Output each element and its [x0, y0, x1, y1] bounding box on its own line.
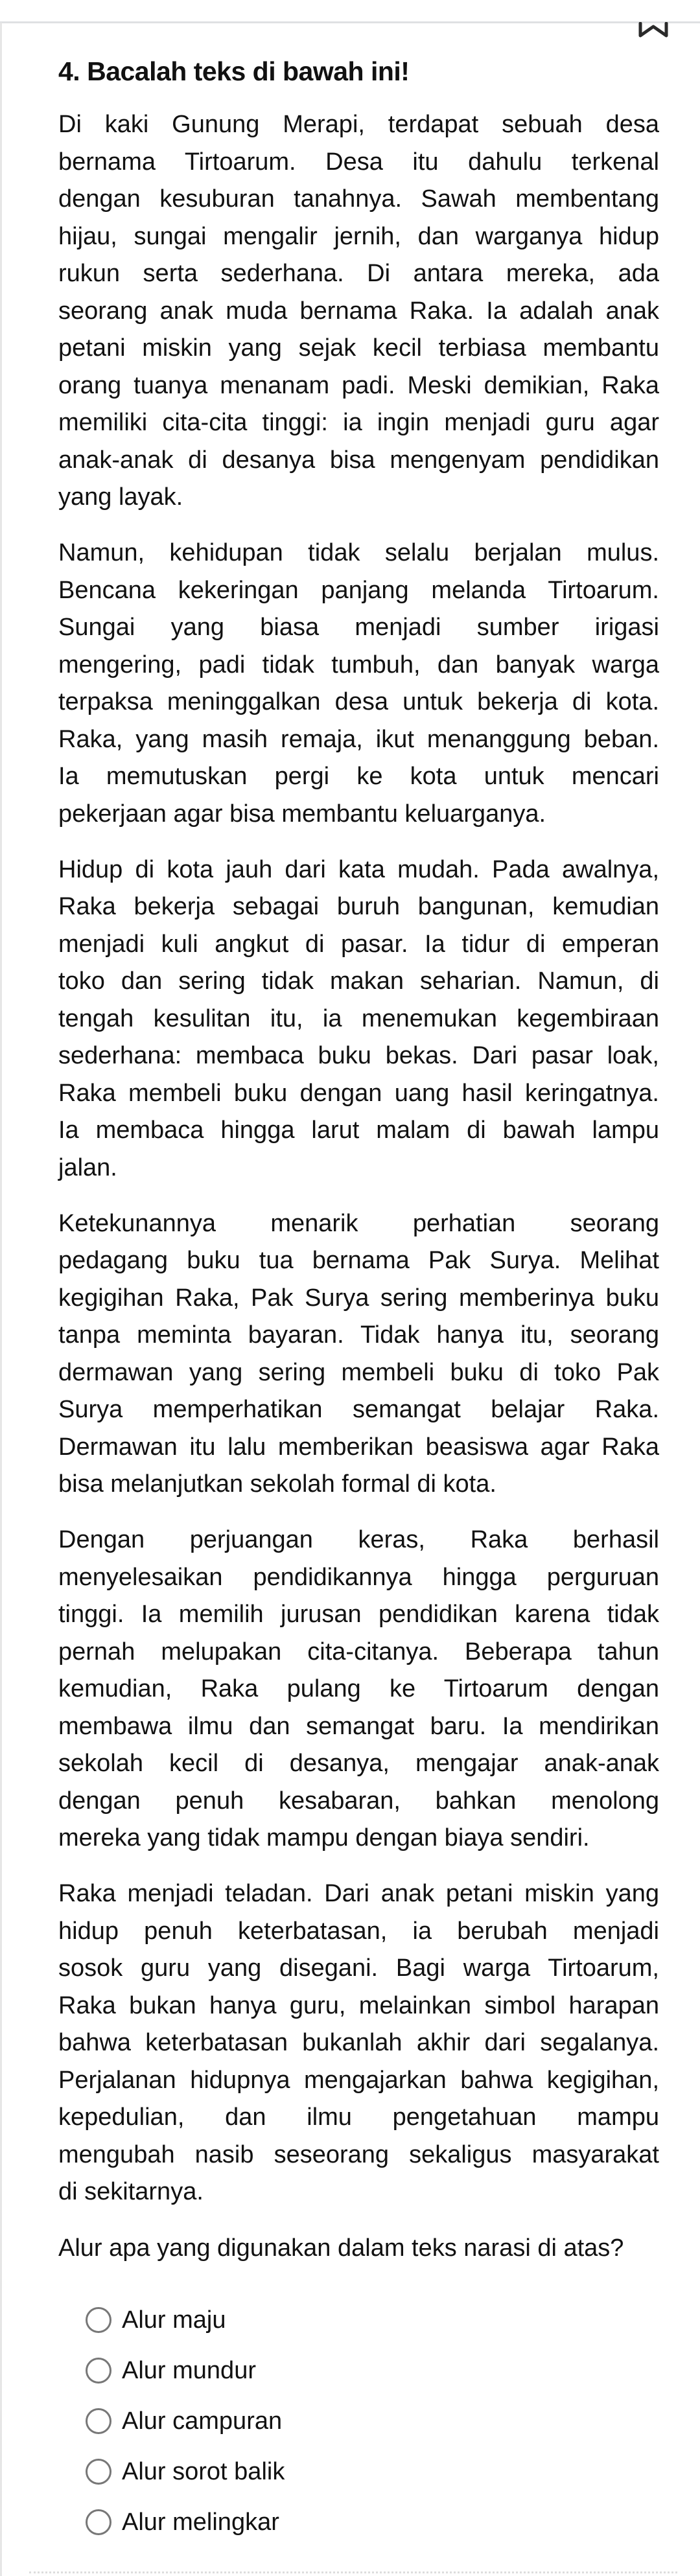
paragraph [58, 1522, 659, 1857]
text-line: orang tuanya menanam padi. Meski demikian, Raka [58, 371, 659, 399]
answer-option[interactable] [86, 2457, 285, 2486]
text-line: Dermawan itu lalu memberikan beasiswa agar Raka [58, 1433, 659, 1461]
text-line: mengering, padi tidak tumbuh, dan banyak warga [58, 651, 659, 679]
collapse-chevron-icon[interactable] [638, 22, 669, 39]
text-line: yang layak. [58, 483, 183, 511]
text-line: membawa ilmu dan semangat baru. Ia mendirikan [58, 1712, 659, 1740]
text-line: kepedulian, dan ilmu pengetahuan mampu [58, 2104, 659, 2131]
bottom-divider [29, 2571, 677, 2573]
answer-option[interactable] [86, 2508, 285, 2536]
text-line: pernah melupakan cita-citanya. Beberapa tahun [58, 1638, 659, 1665]
text-line: bernama Tirtoarum. Desa itu dahulu terkenal [58, 148, 659, 176]
text-line: bahwa keterbatasan bukanlah akhir dari segalanya. [58, 2029, 659, 2056]
text-line: Namun, kehidupan tidak selalu berjalan mulus. [58, 539, 659, 566]
text-line: mengubah nasib seseorang sekaligus masyarakat [58, 2141, 659, 2168]
text-line: sekolah kecil di desanya, mengajar anak-anak [58, 1750, 659, 1777]
text-line: di sekitarnya. [58, 2178, 204, 2205]
text-line: menjadi kuli angkut di pasar. Ia tidur di emperan [58, 930, 659, 958]
radio-button[interactable] [86, 2307, 111, 2333]
option-label[interactable]: Alur mundur [122, 2357, 256, 2384]
text-line: dengan penuh kesabaran, bahkan menolong [58, 1787, 659, 1815]
answer-option[interactable] [86, 2306, 285, 2334]
answer-option[interactable] [86, 2407, 285, 2435]
text-line: pedagang buku tua bernama Pak Surya. Melihat [58, 1247, 659, 1274]
text-line: dermawan yang sering membeli buku di toko Pak [58, 1358, 659, 1386]
text-line: anak-anak di desanya bisa mengenyam pendidikan [58, 446, 659, 474]
text-line: Di kaki Gunung Merapi, terdapat sebuah desa [58, 111, 659, 138]
text-line: tinggi. Ia memilih jurusan pendidikan karena tidak [58, 1601, 659, 1628]
paragraph [58, 1875, 659, 2211]
option-label[interactable]: Alur campuran [122, 2408, 283, 2435]
answer-option[interactable] [86, 2356, 285, 2385]
text-line: dengan kesuburan tanahnya. Sawah membentang [58, 185, 659, 213]
text-line: rukun serta sederhana. Di antara mereka, ada [58, 260, 659, 287]
text-line: Dengan perjuangan keras, Raka berhasil [58, 1526, 659, 1553]
text-line: Ia memutuskan pergi ke kota untuk mencari [58, 763, 659, 790]
text-line: hidup penuh keterbatasan, ia berubah menjadi [58, 1917, 659, 1945]
text-line: pekerjaan agar bisa membantu keluarganya. [58, 800, 546, 828]
question-prompt: Alur apa yang digunakan dalam teks narasi di atas? [58, 2234, 624, 2262]
radio-button[interactable] [86, 2459, 111, 2485]
narrative-text [58, 106, 659, 2229]
option-label[interactable]: Alur maju [122, 2306, 226, 2334]
text-line: Ia membaca hingga larut malam di bawah lampu [58, 1117, 659, 1144]
text-line: petani miskin yang sejak kecil terbiasa membantu [58, 334, 659, 362]
answer-options [86, 2306, 285, 2559]
text-line: Ketekunannya menarik perhatian seorang [58, 1209, 659, 1237]
text-line: Sungai yang biasa menjadi sumber irigasi [58, 614, 659, 641]
card-left-border [0, 23, 2, 2576]
text-line: Perjalanan hidupnya mengajarkan bahwa kegigihan, [58, 2066, 659, 2094]
text-line: Raka, yang masih remaja, ikut menanggung beban. [58, 725, 659, 753]
text-line: toko dan sering tidak makan seharian. Namun, di [58, 968, 659, 995]
paragraph [58, 535, 659, 833]
text-line: menyelesaikan pendidikannya hingga perguruan [58, 1563, 659, 1591]
radio-button[interactable] [86, 2358, 111, 2384]
text-line: memiliki cita-cita tinggi: ia ingin menjadi guru agar [58, 409, 659, 436]
text-line: Bencana kekeringan panjang melanda Tirtoarum. [58, 576, 659, 604]
text-line: kemudian, Raka pulang ke Tirtoarum dengan [58, 1675, 659, 1702]
option-label[interactable]: Alur melingkar [122, 2509, 279, 2536]
text-line: Surya memperhatikan semangat belajar Raka. [58, 1396, 659, 1423]
radio-button[interactable] [86, 2509, 111, 2535]
text-line: bisa melanjutkan sekolah formal di kota. [58, 1470, 496, 1498]
text-line: Raka bukan hanya guru, melainkan simbol harapan [58, 1991, 659, 2019]
text-line: terpaksa meninggalkan desa untuk bekerja di kota. [58, 688, 659, 715]
text-line: Raka menjadi teladan. Dari anak petani miskin yang [58, 1880, 659, 1907]
text-line: jalan. [58, 1154, 117, 1181]
top-divider [0, 21, 700, 23]
text-line: tanpa meminta bayaran. Tidak hanya itu, seorang [58, 1321, 659, 1349]
radio-button[interactable] [86, 2408, 111, 2434]
text-line: Hidup di kota jauh dari kata mudah. Pada awalnya, [58, 855, 659, 883]
option-label[interactable]: Alur sorot balik [122, 2458, 285, 2485]
text-line: Raka bekerja sebagai buruh bangunan, kemudian [58, 893, 659, 920]
text-line: mereka yang tidak mampu dengan biaya sendiri. [58, 1824, 590, 1851]
question-title: 4. Bacalah teks di bawah ini! [58, 56, 410, 86]
text-line: sederhana: membaca buku bekas. Dari pasar loak, [58, 1042, 659, 1069]
paragraph [58, 852, 659, 1187]
text-line: kegigihan Raka, Pak Surya sering memberinya buku [58, 1284, 659, 1312]
text-line: seorang anak muda bernama Raka. Ia adalah anak [58, 297, 659, 325]
text-line: hijau, sungai mengalir jernih, dan warganya hidup [58, 222, 659, 250]
text-line: tengah kesulitan itu, ia menemukan kegembiraan [58, 1004, 659, 1032]
paragraph [58, 1205, 659, 1503]
text-line: sosok guru yang disegani. Bagi warga Tirtoarum, [58, 1955, 659, 1982]
paragraph [58, 106, 659, 516]
text-line: Raka membeli buku dengan uang hasil keringatnya. [58, 1079, 659, 1107]
